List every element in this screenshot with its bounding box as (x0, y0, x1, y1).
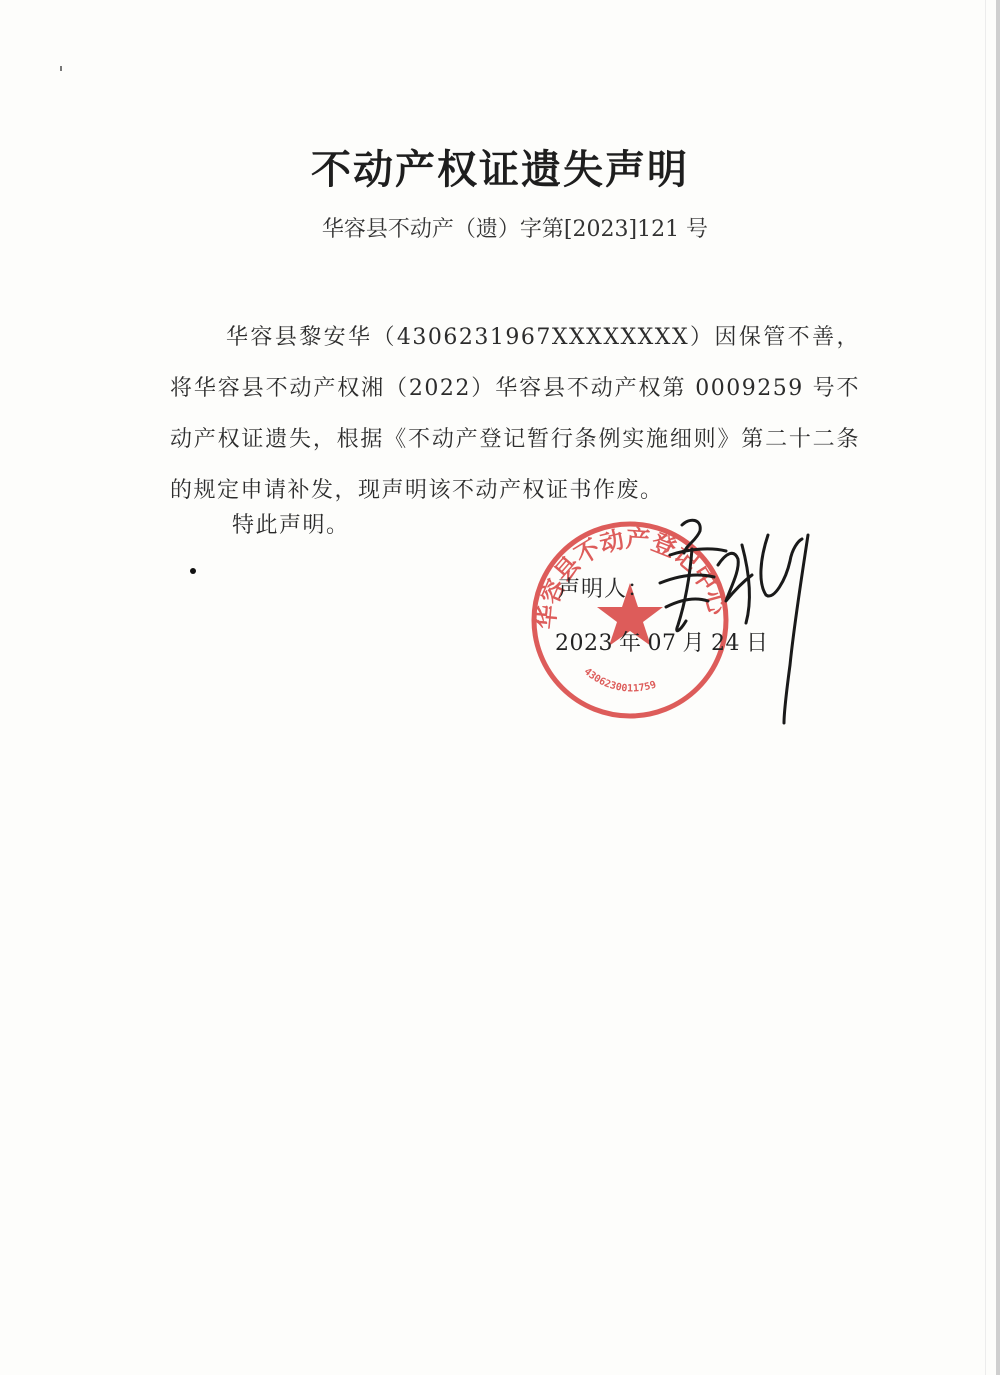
scan-edge (996, 0, 1000, 1375)
declarant-label: 声明人： (558, 577, 651, 602)
date-day-unit: 日 (746, 631, 769, 656)
document-title: 不动产权证遗失声明 (311, 147, 689, 193)
closing-statement: 特此声明。 (232, 513, 350, 538)
svg-text:华容县不动产登记中心: 华容县不动产登记中心 (531, 524, 732, 631)
handwritten-signature (630, 505, 830, 735)
date-day: 24 (711, 631, 741, 656)
date-month-unit: 月 (682, 631, 706, 656)
document-number: 华容县不动产（遗）字第[2023]121 号 (321, 217, 709, 242)
scan-edge-line (985, 0, 986, 1375)
svg-text:4306230011759: 4306230011759 (581, 666, 658, 695)
date-year-unit: 年 (619, 631, 642, 656)
ink-dot (190, 568, 196, 574)
date-year: 2023 (555, 631, 613, 656)
scan-speck (60, 66, 62, 71)
date-month: 07 (647, 631, 677, 656)
signature-date (555, 626, 775, 657)
body-paragraph: 华容县黎安华（4306231967XXXXXXXX）因保管不善，将华容县不动产权湘（2022）华容县不动产权第 0009259 号不动产权证遗失，根据《不动产登记暂行条例实施细则》第二十二条的规定申请补发，现声明该不动产权证书作废。 (170, 325, 860, 503)
